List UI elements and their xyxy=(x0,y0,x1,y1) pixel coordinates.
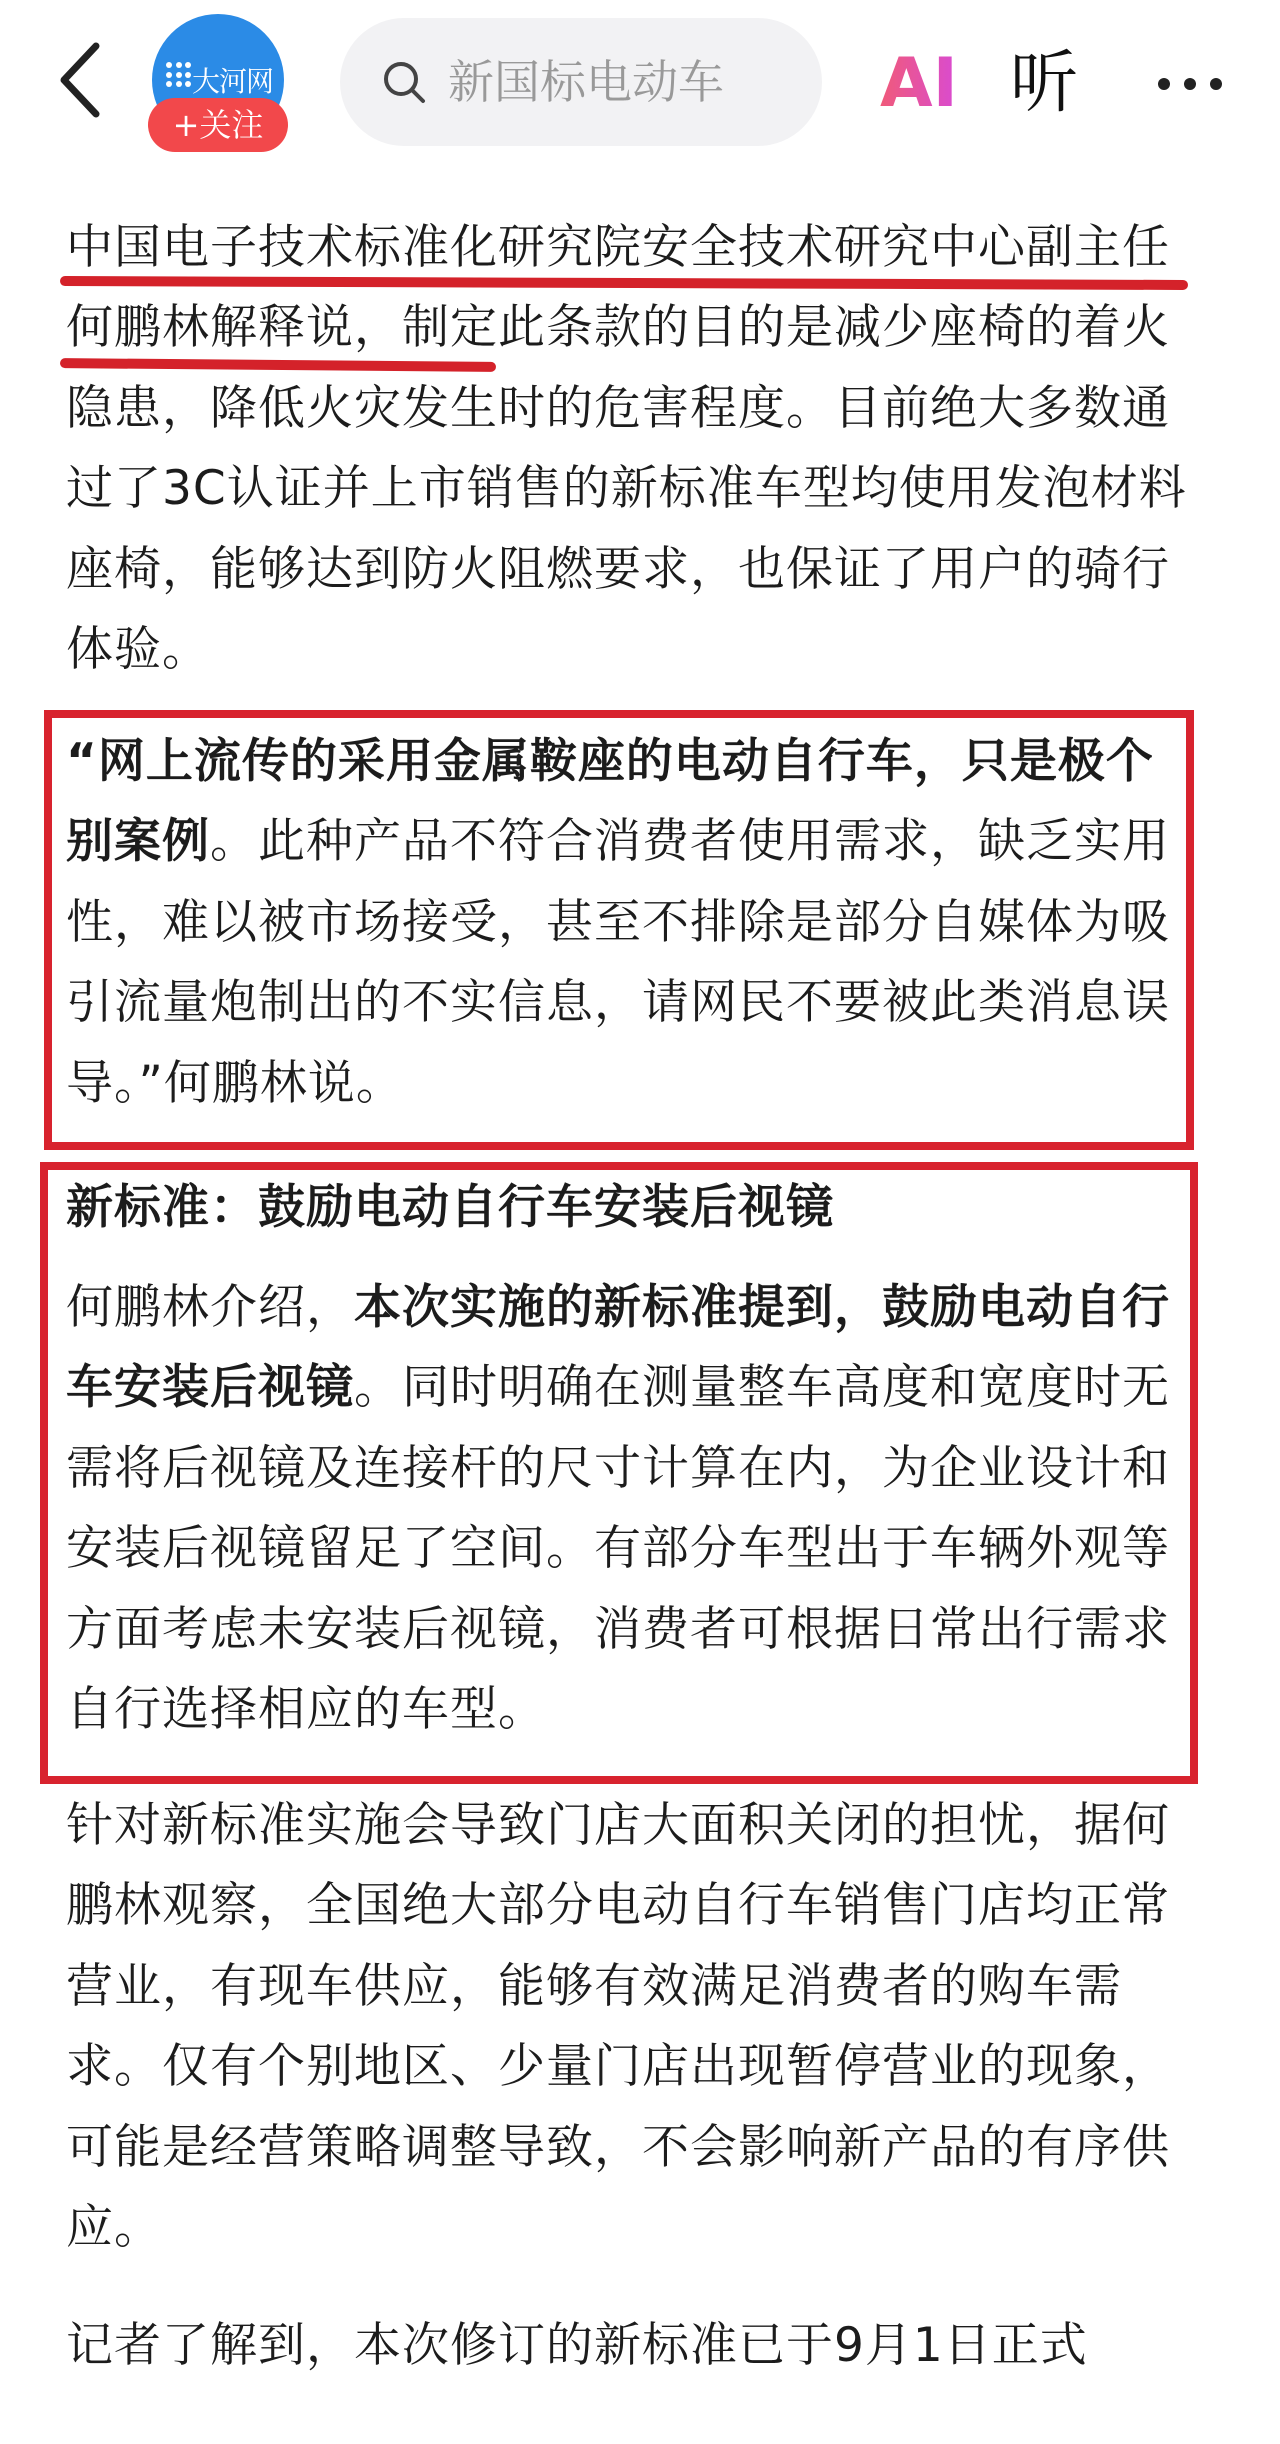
follow-button[interactable]: +关注 xyxy=(148,98,288,152)
top-bar xyxy=(0,0,1280,160)
annotation-box xyxy=(44,710,1194,1150)
search-icon xyxy=(380,58,428,106)
search-input[interactable] xyxy=(340,18,822,146)
paragraph-text: 何鹏林介绍， xyxy=(66,1280,354,1335)
ai-button[interactable]: AI xyxy=(880,44,958,123)
bold-quote-text: “网上流传的采用金属鞍座的电动自行车，只是极个别案例 xyxy=(66,734,1154,870)
annotation-box xyxy=(40,1162,1198,1784)
more-button[interactable] xyxy=(1150,56,1230,112)
bold-highlight-text: 本次实施的新标准提到，鼓励电动自行车安装后视镜 xyxy=(66,1280,1170,1416)
quoted-source-text: 中国电子技术标准化研究院安全技术研究中心副主任何鹏林解释说 xyxy=(66,220,1170,356)
account-avatar-group[interactable] xyxy=(148,14,288,150)
section-heading: 新标准：鼓励电动自行车安装后视镜 xyxy=(66,1180,834,1235)
listen-button[interactable]: 听 xyxy=(1010,44,1079,123)
back-button[interactable] xyxy=(52,38,112,122)
paragraph-text: 。同时明确在测量整车高度和宽度时无需将后视镜及连接杆的尺寸计算在内，为企业设计和安装后视镜留足了空间。有部分车型出于车辆外观等方面考虑未安装后视镜，消费者可根据日常出行需求自行选择相应的车型。 xyxy=(66,1360,1170,1738)
article-paragraph-5: 记者了解到，本次修订的新标准已于9月1日正式 xyxy=(66,2318,1088,2373)
more-dots-icon xyxy=(1150,56,1230,112)
paragraph-text: 。此种产品不符合消费者使用需求，缺乏实用性，难以被市场接受，甚至不排除是部分自媒体为吸引流量炮制出的不实信息，请网民不要被此类消息误导。”何鹏林说。 xyxy=(66,814,1170,1111)
article-paragraph-4: 针对新标准实施会导致门店大面积关闭的担忧，据何鹏林观察，全国绝大部分电动自行车销售门店均正常营业，有现车供应，能够有效满足消费者的购车需求。仅有个别地区、少量门店出现暂停营业的现象，可能是经营策略调整导致，不会影响新产品的有序供应。 xyxy=(66,1798,1170,2256)
chevron-left-icon xyxy=(52,38,112,122)
search-query-text: 新国标电动车 xyxy=(448,55,724,109)
logo-dots-icon xyxy=(166,62,192,88)
account-name: 大河网 xyxy=(192,65,274,98)
paragraph-text: ，制定此条款的目的是减少座椅的着火隐患，降低火灾发生时的危害程度。目前绝大多数通过了3C认证并上市销售的新标准车型均使用发泡材料座椅，能够达到防火阻燃要求，也保证了用户的骑行体验。 xyxy=(66,300,1187,678)
